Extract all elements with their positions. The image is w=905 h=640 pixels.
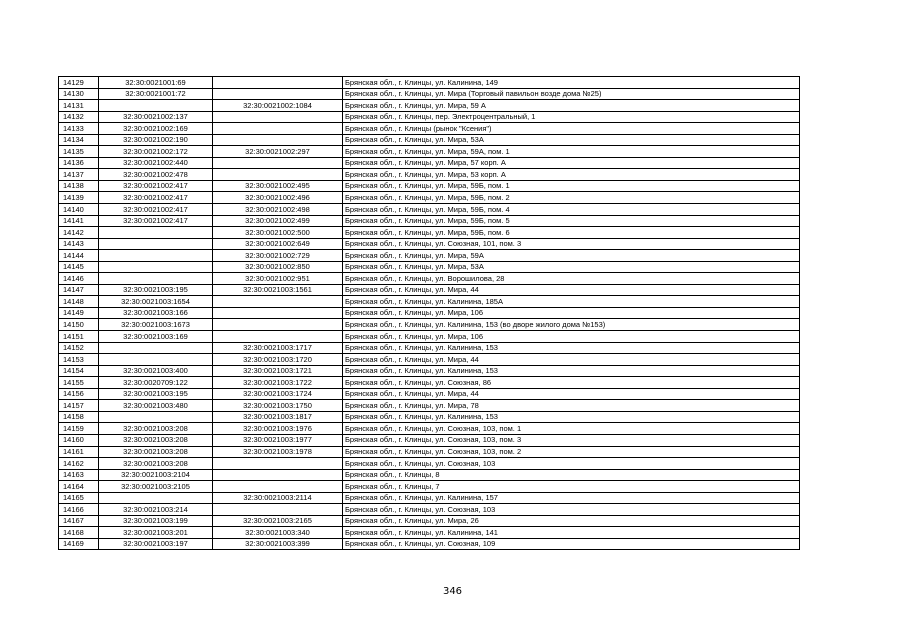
- building-cadastral-number-cell: 32:30:0021003:1978: [213, 446, 343, 458]
- building-cadastral-number-cell: 32:30:0021003:340: [213, 527, 343, 539]
- building-cadastral-number-cell: 32:30:0021003:2114: [213, 492, 343, 504]
- row-number-cell: 14149: [59, 307, 99, 319]
- row-number-cell: 14144: [59, 250, 99, 262]
- cadastral-number-cell: 32:30:0021003:480: [99, 400, 213, 412]
- table-row: [59, 273, 800, 285]
- table-row: [59, 527, 800, 539]
- cadastral-number-cell: [99, 354, 213, 366]
- table-row: [59, 446, 800, 458]
- address-cell: Брянская обл., г. Клинцы, ул. Мира, 59Б, пом. 2: [343, 192, 800, 204]
- address-cell: Брянская обл., г. Клинцы, ул. Мира, 59Б, пом. 5: [343, 215, 800, 227]
- building-cadastral-number-cell: [213, 481, 343, 493]
- row-number-cell: 14134: [59, 134, 99, 146]
- table-row: [59, 284, 800, 296]
- row-number-cell: 14141: [59, 215, 99, 227]
- cadastral-number-cell: 32:30:0021002:440: [99, 157, 213, 169]
- row-number-cell: 14162: [59, 458, 99, 470]
- table-row: [59, 331, 800, 343]
- row-number-cell: 14152: [59, 342, 99, 354]
- table-row: [59, 88, 800, 100]
- table-row: [59, 227, 800, 239]
- table-row: [59, 481, 800, 493]
- address-cell: Брянская обл., г. Клинцы, 7: [343, 481, 800, 493]
- cadastral-number-cell: [99, 261, 213, 273]
- building-cadastral-number-cell: 32:30:0021003:1724: [213, 388, 343, 400]
- row-number-cell: 14140: [59, 204, 99, 216]
- address-cell: Брянская обл., г. Клинцы, ул. Калинина, 157: [343, 492, 800, 504]
- table-row: [59, 169, 800, 181]
- cadastral-number-cell: 32:30:0021002:478: [99, 169, 213, 181]
- address-cell: Брянская обл., г. Клинцы, ул. Калинина, 141: [343, 527, 800, 539]
- table-row: [59, 111, 800, 123]
- row-number-cell: 14132: [59, 111, 99, 123]
- address-cell: Брянская обл., г. Клинцы, ул. Мира, 26: [343, 515, 800, 527]
- building-cadastral-number-cell: 32:30:0021003:1977: [213, 434, 343, 446]
- table-row: [59, 423, 800, 435]
- address-cell: Брянская обл., г. Клинцы, 8: [343, 469, 800, 481]
- cadastral-number-cell: 32:30:0021003:201: [99, 527, 213, 539]
- building-cadastral-number-cell: [213, 111, 343, 123]
- building-cadastral-number-cell: 32:30:0021003:1817: [213, 411, 343, 423]
- address-cell: Брянская обл., г. Клинцы, ул. Мира, 106: [343, 331, 800, 343]
- table-row: [59, 307, 800, 319]
- cadastral-number-cell: 32:30:0021001:72: [99, 88, 213, 100]
- cadastral-number-cell: 32:30:0021003:2104: [99, 469, 213, 481]
- cadastral-number-cell: [99, 411, 213, 423]
- building-cadastral-number-cell: [213, 307, 343, 319]
- row-number-cell: 14167: [59, 515, 99, 527]
- cadastral-number-cell: 32:30:0020709:122: [99, 377, 213, 389]
- address-cell: Брянская обл., г. Клинцы, ул. Союзная, 103: [343, 458, 800, 470]
- cadastral-number-cell: 32:30:0021003:195: [99, 388, 213, 400]
- cadastral-number-cell: 32:30:0021002:417: [99, 204, 213, 216]
- table-row: [59, 250, 800, 262]
- cadastral-number-cell: 32:30:0021002:137: [99, 111, 213, 123]
- row-number-cell: 14155: [59, 377, 99, 389]
- address-cell: Брянская обл., г. Клинцы, ул. Мира, 106: [343, 307, 800, 319]
- building-cadastral-number-cell: 32:30:0021003:1561: [213, 284, 343, 296]
- row-number-cell: 14161: [59, 446, 99, 458]
- row-number-cell: 14169: [59, 538, 99, 550]
- building-cadastral-number-cell: 32:30:0021003:1976: [213, 423, 343, 435]
- building-cadastral-number-cell: [213, 169, 343, 181]
- table-row: [59, 146, 800, 158]
- building-cadastral-number-cell: 32:30:0021002:496: [213, 192, 343, 204]
- cadastral-number-cell: 32:30:0021003:1654: [99, 296, 213, 308]
- row-number-cell: 14139: [59, 192, 99, 204]
- table-row: [59, 538, 800, 550]
- property-registry-table: [58, 76, 800, 550]
- address-cell: Брянская обл., г. Клинцы, ул. Союзная, 103, пом. 2: [343, 446, 800, 458]
- table-row: [59, 215, 800, 227]
- building-cadastral-number-cell: [213, 296, 343, 308]
- cadastral-number-cell: 32:30:0021003:169: [99, 331, 213, 343]
- address-cell: Брянская обл., г. Клинцы, ул. Мира (Торговый павильон возде дома №25): [343, 88, 800, 100]
- cadastral-number-cell: [99, 342, 213, 354]
- row-number-cell: 14166: [59, 504, 99, 516]
- address-cell: Брянская обл., г. Клинцы, ул. Союзная, 101, пом. 3: [343, 238, 800, 250]
- cadastral-number-cell: 32:30:0021003:208: [99, 446, 213, 458]
- address-cell: Брянская обл., г. Клинцы, ул. Мира, 78: [343, 400, 800, 412]
- address-cell: Брянская обл., г. Клинцы, ул. Мира, 59Б, пом. 4: [343, 204, 800, 216]
- address-cell: Брянская обл., г. Клинцы, ул. Калинина, 153: [343, 342, 800, 354]
- table-row: [59, 261, 800, 273]
- address-cell: Брянская обл., г. Клинцы, ул. Мира, 59 А: [343, 100, 800, 112]
- row-number-cell: 14154: [59, 365, 99, 377]
- address-cell: Брянская обл., г. Клинцы, ул. Союзная, 103, пом. 3: [343, 434, 800, 446]
- row-number-cell: 14143: [59, 238, 99, 250]
- table-row: [59, 458, 800, 470]
- table-row: [59, 411, 800, 423]
- row-number-cell: 14130: [59, 88, 99, 100]
- building-cadastral-number-cell: 32:30:0021003:1721: [213, 365, 343, 377]
- row-number-cell: 14146: [59, 273, 99, 285]
- cadastral-number-cell: 32:30:0021002:172: [99, 146, 213, 158]
- row-number-cell: 14147: [59, 284, 99, 296]
- building-cadastral-number-cell: 32:30:0021002:649: [213, 238, 343, 250]
- row-number-cell: 14157: [59, 400, 99, 412]
- row-number-cell: 14158: [59, 411, 99, 423]
- table-row: [59, 354, 800, 366]
- row-number-cell: 14138: [59, 180, 99, 192]
- cadastral-number-cell: 32:30:0021003:208: [99, 458, 213, 470]
- building-cadastral-number-cell: 32:30:0021002:729: [213, 250, 343, 262]
- address-cell: Брянская обл., г. Клинцы, ул. Калинина, 185А: [343, 296, 800, 308]
- address-cell: Брянская обл., г. Клинцы, ул. Союзная, 86: [343, 377, 800, 389]
- building-cadastral-number-cell: [213, 331, 343, 343]
- building-cadastral-number-cell: 32:30:0021002:297: [213, 146, 343, 158]
- building-cadastral-number-cell: 32:30:0021002:495: [213, 180, 343, 192]
- row-number-cell: 14142: [59, 227, 99, 239]
- page-number: 346: [442, 586, 463, 597]
- address-cell: Брянская обл., г. Клинцы, ул. Мира, 44: [343, 354, 800, 366]
- row-number-cell: 14159: [59, 423, 99, 435]
- building-cadastral-number-cell: 32:30:0021003:1717: [213, 342, 343, 354]
- building-cadastral-number-cell: [213, 134, 343, 146]
- table-row: [59, 400, 800, 412]
- address-cell: Брянская обл., г. Клинцы, ул. Калинина, 153 (во дворе жилого дома №153): [343, 319, 800, 331]
- building-cadastral-number-cell: 32:30:0021002:850: [213, 261, 343, 273]
- address-cell: Брянская обл., г. Клинцы, ул. Мира, 53А: [343, 261, 800, 273]
- table-row: [59, 192, 800, 204]
- building-cadastral-number-cell: 32:30:0021003:399: [213, 538, 343, 550]
- table-body: [59, 77, 800, 550]
- cadastral-number-cell: 32:30:0021001:69: [99, 77, 213, 89]
- building-cadastral-number-cell: [213, 123, 343, 135]
- table-row: [59, 377, 800, 389]
- row-number-cell: 14151: [59, 331, 99, 343]
- address-cell: Брянская обл., г. Клинцы (рынок "Ксения"): [343, 123, 800, 135]
- building-cadastral-number-cell: 32:30:0021002:951: [213, 273, 343, 285]
- address-cell: Брянская обл., г. Клинцы, ул. Союзная, 109: [343, 538, 800, 550]
- address-cell: Брянская обл., г. Клинцы, ул. Союзная, 103: [343, 504, 800, 516]
- row-number-cell: 14135: [59, 146, 99, 158]
- table-row: [59, 204, 800, 216]
- address-cell: Брянская обл., г. Клинцы, ул. Мира, 53А: [343, 134, 800, 146]
- cadastral-number-cell: [99, 250, 213, 262]
- cadastral-number-cell: 32:30:0021003:166: [99, 307, 213, 319]
- cadastral-number-cell: 32:30:0021002:190: [99, 134, 213, 146]
- address-cell: Брянская обл., г. Клинцы, ул. Мира, 59Б, пом. 1: [343, 180, 800, 192]
- table-row: [59, 469, 800, 481]
- table-row: [59, 123, 800, 135]
- address-cell: Брянская обл., г. Клинцы, ул. Мира, 53 корп. А: [343, 169, 800, 181]
- cadastral-number-cell: 32:30:0021003:214: [99, 504, 213, 516]
- cadastral-number-cell: 32:30:0021002:417: [99, 215, 213, 227]
- building-cadastral-number-cell: 32:30:0021003:1720: [213, 354, 343, 366]
- row-number-cell: 14163: [59, 469, 99, 481]
- building-cadastral-number-cell: 32:30:0021002:1084: [213, 100, 343, 112]
- address-cell: Брянская обл., г. Клинцы, ул. Калинина, 153: [343, 365, 800, 377]
- row-number-cell: 14164: [59, 481, 99, 493]
- row-number-cell: 14148: [59, 296, 99, 308]
- building-cadastral-number-cell: 32:30:0021002:500: [213, 227, 343, 239]
- building-cadastral-number-cell: [213, 504, 343, 516]
- cadastral-number-cell: 32:30:0021003:2105: [99, 481, 213, 493]
- cadastral-number-cell: 32:30:0021003:199: [99, 515, 213, 527]
- building-cadastral-number-cell: [213, 469, 343, 481]
- row-number-cell: 14153: [59, 354, 99, 366]
- address-cell: Брянская обл., г. Клинцы, ул. Мира, 59Б, пом. 6: [343, 227, 800, 239]
- row-number-cell: 14129: [59, 77, 99, 89]
- cadastral-number-cell: 32:30:0021003:1673: [99, 319, 213, 331]
- row-number-cell: 14156: [59, 388, 99, 400]
- address-cell: Брянская обл., г. Клинцы, ул. Мира, 59А: [343, 250, 800, 262]
- address-cell: Брянская обл., г. Клинцы, ул. Мира, 57 корп. А: [343, 157, 800, 169]
- row-number-cell: 14137: [59, 169, 99, 181]
- row-number-cell: 14133: [59, 123, 99, 135]
- address-cell: Брянская обл., г. Клинцы, ул. Мира, 59А, пом. 1: [343, 146, 800, 158]
- table-row: [59, 365, 800, 377]
- table-row: [59, 134, 800, 146]
- building-cadastral-number-cell: 32:30:0021003:1750: [213, 400, 343, 412]
- address-cell: Брянская обл., г. Клинцы, пер. Электроцентральный, 1: [343, 111, 800, 123]
- row-number-cell: 14168: [59, 527, 99, 539]
- row-number-cell: 14131: [59, 100, 99, 112]
- address-cell: Брянская обл., г. Клинцы, ул. Мира, 44: [343, 388, 800, 400]
- table-row: [59, 238, 800, 250]
- table-row: [59, 157, 800, 169]
- table-row: [59, 492, 800, 504]
- building-cadastral-number-cell: [213, 157, 343, 169]
- table-row: [59, 296, 800, 308]
- table-row: [59, 434, 800, 446]
- cadastral-number-cell: 32:30:0021003:195: [99, 284, 213, 296]
- address-cell: Брянская обл., г. Клинцы, ул. Калинина, 149: [343, 77, 800, 89]
- cadastral-number-cell: 32:30:0021002:417: [99, 180, 213, 192]
- cadastral-number-cell: 32:30:0021003:400: [99, 365, 213, 377]
- cadastral-number-cell: [99, 100, 213, 112]
- address-cell: Брянская обл., г. Клинцы, ул. Ворошилова, 28: [343, 273, 800, 285]
- table-row: [59, 77, 800, 89]
- building-cadastral-number-cell: [213, 77, 343, 89]
- building-cadastral-number-cell: 32:30:0021002:499: [213, 215, 343, 227]
- cadastral-number-cell: 32:30:0021002:417: [99, 192, 213, 204]
- row-number-cell: 14160: [59, 434, 99, 446]
- cadastral-number-cell: 32:30:0021003:197: [99, 538, 213, 550]
- cadastral-number-cell: 32:30:0021003:208: [99, 434, 213, 446]
- building-cadastral-number-cell: 32:30:0021002:498: [213, 204, 343, 216]
- table-row: [59, 100, 800, 112]
- row-number-cell: 14136: [59, 157, 99, 169]
- table-row: [59, 319, 800, 331]
- cadastral-number-cell: 32:30:0021003:208: [99, 423, 213, 435]
- building-cadastral-number-cell: [213, 458, 343, 470]
- address-cell: Брянская обл., г. Клинцы, ул. Калинина, 153: [343, 411, 800, 423]
- row-number-cell: 14165: [59, 492, 99, 504]
- building-cadastral-number-cell: 32:30:0021003:1722: [213, 377, 343, 389]
- cadastral-number-cell: [99, 238, 213, 250]
- building-cadastral-number-cell: [213, 319, 343, 331]
- table-row: [59, 388, 800, 400]
- table-row: [59, 504, 800, 516]
- cadastral-number-cell: [99, 273, 213, 285]
- cadastral-number-cell: 32:30:0021002:169: [99, 123, 213, 135]
- row-number-cell: 14150: [59, 319, 99, 331]
- cadastral-number-cell: [99, 227, 213, 239]
- table-row: [59, 342, 800, 354]
- address-cell: Брянская обл., г. Клинцы, ул. Союзная, 103, пом. 1: [343, 423, 800, 435]
- table-row: [59, 180, 800, 192]
- building-cadastral-number-cell: 32:30:0021003:2165: [213, 515, 343, 527]
- table-row: [59, 515, 800, 527]
- building-cadastral-number-cell: [213, 88, 343, 100]
- address-cell: Брянская обл., г. Клинцы, ул. Мира, 44: [343, 284, 800, 296]
- cadastral-number-cell: [99, 492, 213, 504]
- row-number-cell: 14145: [59, 261, 99, 273]
